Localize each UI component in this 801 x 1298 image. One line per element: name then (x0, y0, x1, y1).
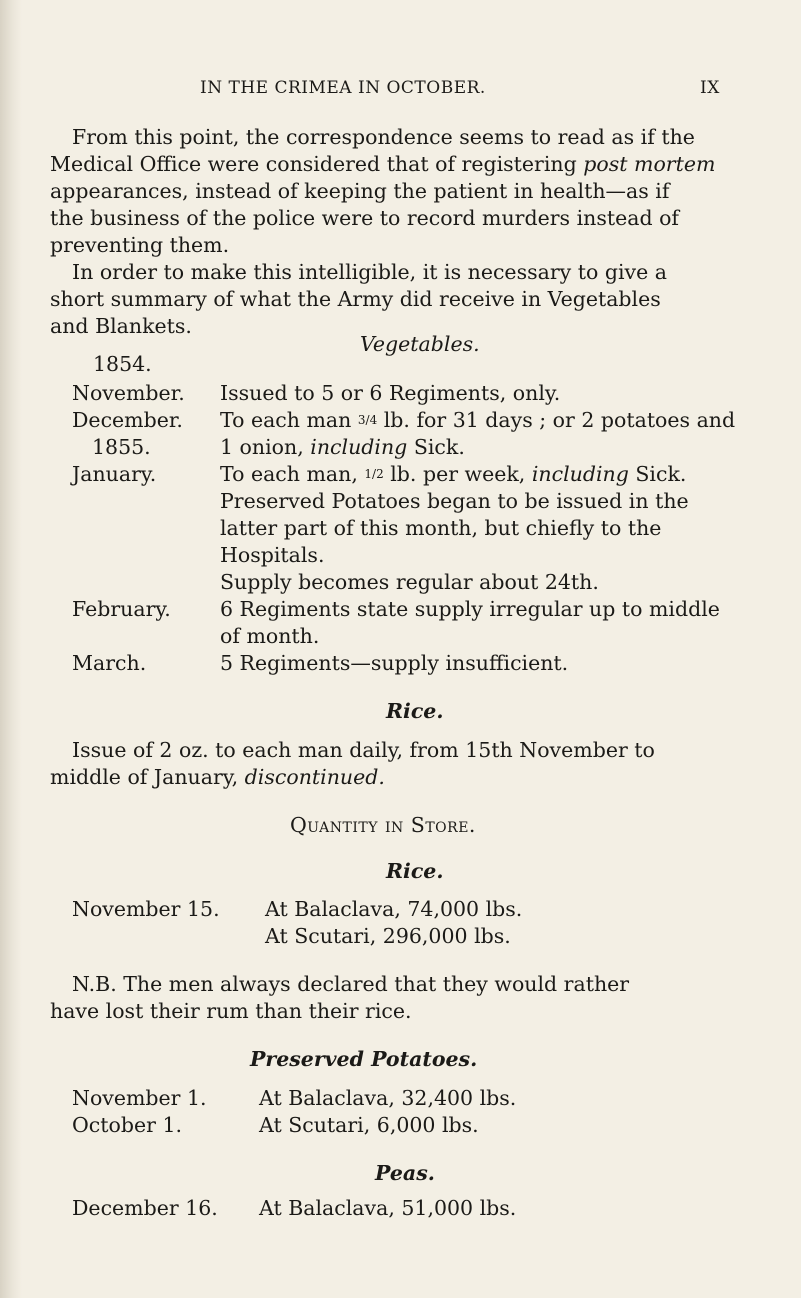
nb-line: N.B. The men always declared that they would rather (72, 972, 630, 996)
year-1854: 1854. (93, 352, 152, 376)
paragraph-line: and Blankets. (50, 314, 192, 338)
page-number: IX (700, 78, 720, 98)
entry-december: December. To each man 3/4 lb. for 31 days ; or 2 potatoes and (72, 408, 736, 432)
store-rice-entry: November 15. At Balaclava, 74,000 lbs. (72, 897, 523, 921)
paragraph-line: the business of the police were to record murders instead of (50, 206, 680, 230)
running-title: IN THE CRIMEA IN OCTOBER. (200, 78, 486, 98)
paragraph-line: From this point, the correspondence seems to read as if the (72, 125, 695, 149)
page-binding-edge (0, 0, 22, 1298)
vegetables-heading: Vegetables. (360, 332, 480, 356)
potatoes-heading: Preserved Potatoes. (250, 1047, 478, 1071)
nb-line: have lost their rum than their rice. (50, 999, 412, 1023)
paragraph-line: appearances, instead of keeping the patient in health—as if (50, 179, 670, 203)
rice-heading: Rice. (386, 699, 444, 723)
entry-november: November. Issued to 5 or 6 Regiments, only. (72, 381, 561, 405)
rice-line: middle of January, discontinued. (50, 765, 385, 789)
rice-line: Issue of 2 oz. to each man daily, from 15th November to (72, 738, 655, 762)
potatoes-entry: November 1. At Balaclava, 32,400 lbs. (72, 1086, 517, 1110)
potatoes-entry: October 1. At Scutari, 6,000 lbs. (72, 1113, 479, 1137)
paragraph-line: Medical Office were considered that of registering post mortem (50, 152, 716, 176)
entry-december-cont: 1855. 1 onion, including Sick. (92, 435, 465, 459)
entry-february: February. 6 Regiments state supply irregular up to middle (72, 597, 720, 621)
paragraph-line: short summary of what the Army did receive in Vegetables (50, 287, 661, 311)
peas-heading: Peas. (375, 1161, 435, 1185)
peas-entry: December 16. At Balaclava, 51,000 lbs. (72, 1196, 517, 1220)
paragraph-line: In order to make this intelligible, it is necessary to give a (72, 260, 667, 284)
store-heading: Quantity in Store. (290, 813, 476, 837)
entry-march: March. 5 Regiments—supply insufficient. (72, 651, 569, 675)
entry-january: January. To each man, 1/2 lb. per week, including Sick. (72, 462, 687, 486)
store-rice-heading: Rice. (386, 859, 444, 883)
paragraph-line: preventing them. (50, 233, 230, 257)
